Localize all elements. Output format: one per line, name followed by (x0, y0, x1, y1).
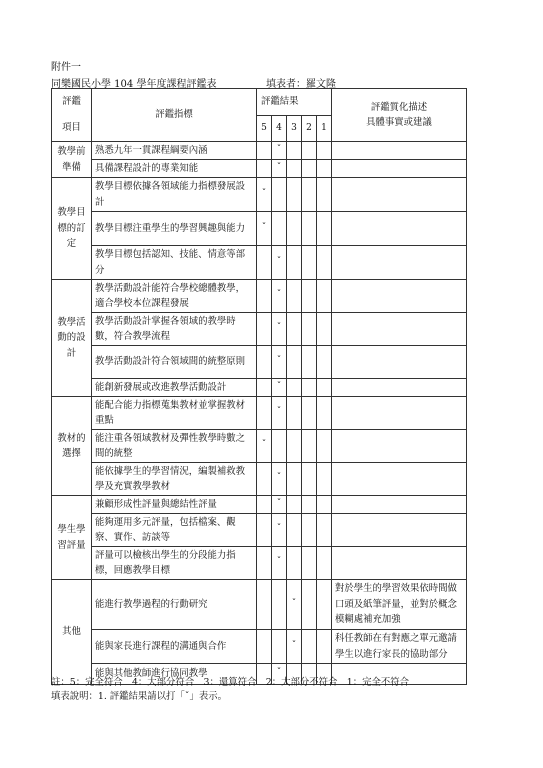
header-result: 評鑑結果 (257, 89, 332, 116)
score-cell-5 (257, 313, 272, 346)
table-row (52, 514, 467, 547)
score-cell-2 (302, 496, 317, 514)
score-cell-2 (302, 514, 317, 547)
table-row (52, 379, 467, 397)
score-cell-1 (317, 496, 332, 514)
check-mark: ˇ (276, 162, 282, 173)
indicator-cell: 能注重各領域教材及彈性教學時數之間的統整 (92, 430, 257, 463)
score-cell-2 (302, 142, 317, 160)
indicator-cell: 能夠運用多元評量，包括檔案、觀察、實作、訪談等 (92, 514, 257, 547)
score-cell-1 (317, 547, 332, 580)
score-cell-4 (272, 379, 287, 397)
form-title: 同樂國民小學 104 學年度課程評鑑表 (51, 79, 217, 90)
score-cell-3 (287, 246, 302, 280)
score-col-header-5: 5 (257, 116, 272, 142)
check-mark: ˇ (276, 256, 282, 267)
score-cell-1 (317, 212, 332, 246)
description-cell (332, 514, 467, 547)
score-col-header-4: 4 (272, 116, 287, 142)
check-mark: ˇ (276, 668, 282, 679)
table-row (52, 313, 467, 346)
score-cell-4 (272, 313, 287, 346)
table-row (52, 630, 467, 664)
score-cell-4 (272, 178, 287, 212)
category-cell: 教學活動的設計 (52, 280, 92, 397)
score-cell-2 (302, 160, 317, 178)
score-cell-5 (257, 547, 272, 580)
indicator-cell: 評量可以檢核出學生的分段能力指標，回應教學目標 (92, 547, 257, 580)
score-cell-2 (302, 212, 317, 246)
score-cell-1 (317, 430, 332, 463)
description-cell (332, 313, 467, 346)
table-row (52, 496, 467, 514)
score-cell-3 (287, 463, 302, 496)
score-cell-5 (257, 178, 272, 212)
description-cell: 科任教師在有對應之單元邀請學生以進行家長的協助部分 (332, 630, 467, 664)
score-cell-5 (257, 142, 272, 160)
description-cell (332, 160, 467, 178)
score-cell-4 (272, 496, 287, 514)
score-cell-5 (257, 514, 272, 547)
score-col-header-2: 2 (302, 116, 317, 142)
check-mark: ˇ (276, 498, 282, 509)
indicator-cell: 教學活動設計符合領域間的統整原則 (92, 346, 257, 379)
score-cell-5 (257, 463, 272, 496)
evaluation-table (51, 88, 467, 685)
header-item: 評鑑 項目 (52, 89, 92, 142)
indicator-cell: 熟悉九年一貫課程綱要內涵 (92, 142, 257, 160)
score-cell-1 (317, 142, 332, 160)
check-mark: ˇ (276, 524, 282, 535)
check-mark: ˇ (276, 323, 282, 334)
footer-instruction: 填表說明：1. 評鑑結果請以打「ˇ」表示。 (51, 691, 227, 702)
score-cell-4 (272, 142, 287, 160)
score-cell-1 (317, 630, 332, 664)
score-cell-5 (257, 246, 272, 280)
indicator-cell: 能進行教學過程的行動研究 (92, 580, 257, 630)
score-cell-1 (317, 313, 332, 346)
table-row (52, 246, 467, 280)
score-cell-1 (317, 397, 332, 430)
score-cell-2 (302, 280, 317, 313)
score-cell-4 (272, 280, 287, 313)
indicator-cell: 具備課程設計的專業知能 (92, 160, 257, 178)
score-cell-5 (257, 580, 272, 630)
score-cell-5 (257, 379, 272, 397)
score-cell-3 (287, 160, 302, 178)
score-cell-1 (317, 280, 332, 313)
score-cell-3 (287, 397, 302, 430)
category-cell: 其他 (52, 580, 92, 685)
score-cell-4 (272, 212, 287, 246)
indicator-cell: 能創新發展或改進教學活動設計 (92, 379, 257, 397)
score-cell-3 (287, 580, 302, 630)
indicator-cell: 教學目標依據各領域能力指標發展設計 (92, 178, 257, 212)
score-cell-1 (317, 178, 332, 212)
table-row (52, 397, 467, 430)
footer-note: 註：5：完全符合 4：大部分符合 3：還算符合 2：大部分不符合 1：完全不符合 (51, 677, 409, 688)
table-row (52, 142, 467, 160)
check-mark: ˇ (276, 381, 282, 392)
attachment-label: 附件一 (51, 62, 81, 73)
score-cell-4 (272, 547, 287, 580)
score-cell-2 (302, 397, 317, 430)
description-cell (332, 142, 467, 160)
header-qualitative: 評鑑質化描述 具體事實或建議 (332, 89, 467, 142)
score-cell-5 (257, 430, 272, 463)
score-col-header-1: 1 (317, 116, 332, 142)
category-cell: 教學目標的訂定 (52, 178, 92, 280)
score-cell-1 (317, 160, 332, 178)
score-cell-3 (287, 178, 302, 212)
description-cell (332, 212, 467, 246)
check-mark: ˇ (291, 640, 297, 651)
score-cell-3 (287, 514, 302, 547)
score-cell-3 (287, 346, 302, 379)
score-cell-4 (272, 580, 287, 630)
score-cell-2 (302, 379, 317, 397)
indicator-cell: 能配合能力指標蒐集教材並掌握教材重點 (92, 397, 257, 430)
table-row (52, 547, 467, 580)
score-cell-1 (317, 379, 332, 397)
score-cell-2 (302, 547, 317, 580)
table-row (52, 212, 467, 246)
check-mark: ˇ (276, 356, 282, 367)
description-cell (332, 397, 467, 430)
score-cell-5 (257, 212, 272, 246)
table-row (52, 463, 467, 496)
description-cell (332, 547, 467, 580)
score-cell-3 (287, 280, 302, 313)
check-mark: ˇ (276, 473, 282, 484)
check-mark: ˇ (276, 557, 282, 568)
score-cell-2 (302, 630, 317, 664)
description-cell: 對於學生的學習效果依時間做口頭及紙筆評量，並對於概念模糊處補充加強 (332, 580, 467, 630)
score-cell-4 (272, 397, 287, 430)
indicator-cell: 能依據學生的學習情況，編製補救教學及充實教學教材 (92, 463, 257, 496)
indicator-cell: 能與其他教師進行協同教學 (92, 664, 257, 685)
score-cell-4 (272, 246, 287, 280)
score-cell-2 (302, 313, 317, 346)
score-cell-4 (272, 514, 287, 547)
table-row (52, 346, 467, 379)
table-row (52, 580, 467, 630)
score-cell-3 (287, 142, 302, 160)
indicator-cell: 能與家長進行課程的溝通與合作 (92, 630, 257, 664)
indicator-cell: 教學目標包括認知、技能、情意等部分 (92, 246, 257, 280)
category-cell: 學生學習評量 (52, 496, 92, 580)
indicator-cell: 兼顧形成性評量與總結性評量 (92, 496, 257, 514)
score-cell-3 (287, 430, 302, 463)
score-cell-3 (287, 630, 302, 664)
description-cell (332, 346, 467, 379)
score-cell-3 (287, 212, 302, 246)
score-cell-1 (317, 346, 332, 379)
score-cell-2 (302, 246, 317, 280)
description-cell (332, 246, 467, 280)
description-cell (332, 379, 467, 397)
score-cell-5 (257, 280, 272, 313)
score-cell-4 (272, 463, 287, 496)
description-cell (332, 430, 467, 463)
score-cell-2 (302, 346, 317, 379)
score-cell-1 (317, 514, 332, 547)
score-cell-5 (257, 496, 272, 514)
category-cell: 教材的選擇 (52, 397, 92, 496)
score-cell-1 (317, 580, 332, 630)
score-cell-2 (302, 430, 317, 463)
score-cell-1 (317, 246, 332, 280)
score-cell-5 (257, 397, 272, 430)
score-cell-2 (302, 463, 317, 496)
check-mark: ˇ (276, 407, 282, 418)
filler-name: 填表者：羅文隆 (266, 79, 336, 90)
header-indicator: 評鑑指標 (92, 89, 257, 142)
table-row (52, 160, 467, 178)
table-row (52, 430, 467, 463)
score-cell-3 (287, 313, 302, 346)
score-cell-3 (287, 547, 302, 580)
table-row (52, 178, 467, 212)
score-cell-3 (287, 496, 302, 514)
indicator-cell: 教學活動設計能符合學校總體教學，適合學校本位課程發展 (92, 280, 257, 313)
description-cell (332, 496, 467, 514)
description-cell (332, 463, 467, 496)
score-cell-4 (272, 160, 287, 178)
score-cell-5 (257, 346, 272, 379)
score-cell-5 (257, 160, 272, 178)
score-cell-1 (317, 463, 332, 496)
check-mark: ˇ (276, 290, 282, 301)
score-cell-3 (287, 379, 302, 397)
check-mark: ˇ (261, 222, 267, 233)
description-cell (332, 280, 467, 313)
category-cell: 教學前準備 (52, 142, 92, 178)
score-col-header-3: 3 (287, 116, 302, 142)
score-cell-2 (302, 178, 317, 212)
score-cell-4 (272, 430, 287, 463)
check-mark: ˇ (261, 188, 267, 199)
score-cell-2 (302, 580, 317, 630)
indicator-cell: 教學活動設計掌握各領域的教學時數，符合教學流程 (92, 313, 257, 346)
check-mark: ˇ (261, 440, 267, 451)
score-cell-4 (272, 346, 287, 379)
check-mark: ˇ (276, 144, 282, 155)
table-row (52, 280, 467, 313)
score-cell-4 (272, 630, 287, 664)
check-mark: ˇ (291, 598, 297, 609)
score-cell-5 (257, 630, 272, 664)
description-cell (332, 178, 467, 212)
indicator-cell: 教學目標注重學生的學習興趣與能力 (92, 212, 257, 246)
